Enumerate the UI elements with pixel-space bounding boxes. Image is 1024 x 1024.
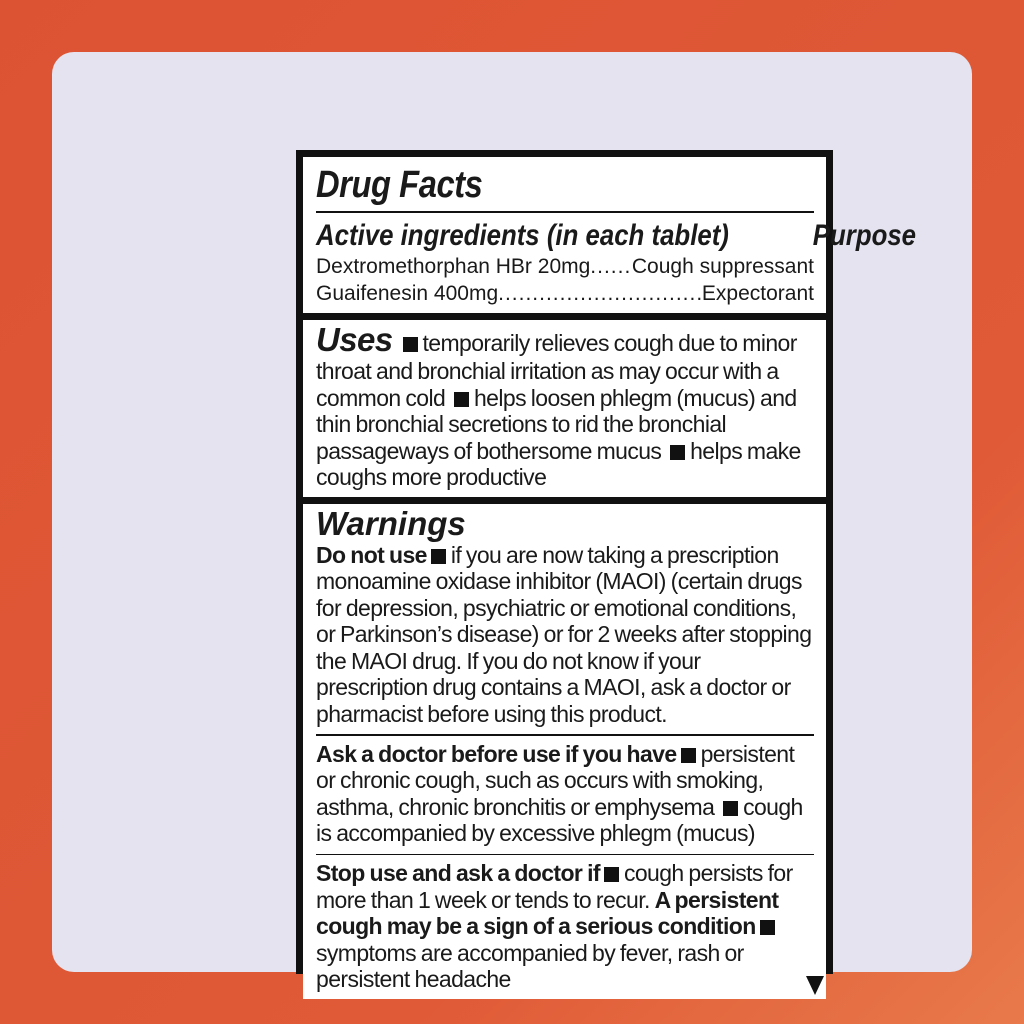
do-not-use-text: if you are now taking a prescription monoamine oxidase inhibitor (MAOI) (certain drugs for depression, psychiatric or emotional conditions, or Parkinson’s disease) or for 2 weeks after stopping the MAOI drug. If you do not know if your prescription drug contains a MAOI, ask a doctor or pharmacist before using this product. xyxy=(316,541,812,727)
bullet-icon xyxy=(431,549,446,564)
do-not-use-heading: Do not use xyxy=(316,541,427,568)
uses-text xyxy=(316,322,814,491)
drug-facts-title: Drug Facts xyxy=(316,164,483,206)
divider xyxy=(316,211,814,213)
uses-item: helps make coughs more productive xyxy=(316,437,801,490)
active-ingredients-header xyxy=(316,219,917,253)
divider xyxy=(316,734,814,736)
continue-down-icon xyxy=(806,976,824,995)
bullet-icon xyxy=(454,392,469,407)
drug-facts-panel xyxy=(303,157,917,313)
bullet-icon xyxy=(681,748,696,763)
ask-doctor-heading: Ask a doctor before use if you have xyxy=(316,740,677,767)
ingredient-purpose: Expectorant xyxy=(701,282,814,305)
bullet-icon xyxy=(403,337,418,352)
bullet-icon xyxy=(670,445,685,460)
ingredient-purpose: Cough suppressant xyxy=(631,255,814,278)
ask-doctor-item: cough is accompanied by excessive phlegm (mucus) xyxy=(316,793,803,846)
serious-condition-note: A persistent cough may be a sign of a serious condition xyxy=(316,886,779,939)
active-ingredients-heading: Active ingredients (in each tablet) xyxy=(316,219,729,252)
stop-use-item: cough persists for more than 1 week or tends to recur. xyxy=(316,860,793,913)
leader-dots xyxy=(498,280,702,307)
uses-panel xyxy=(303,320,826,497)
stop-use-item: symptoms are accompanied by fever, rash or persistent headache xyxy=(316,939,744,992)
ask-doctor-section xyxy=(316,741,814,847)
card-background xyxy=(52,52,972,992)
stop-use-section xyxy=(316,860,814,993)
warnings-panel xyxy=(303,504,826,999)
uses-item: helps loosen phlegm (mucus) and thin bronchial secretions to rid the bronchial passageways of bothersome mucus xyxy=(316,384,797,464)
purpose-heading: Purpose xyxy=(812,219,917,252)
do-not-use-section xyxy=(316,542,814,728)
ask-doctor-item: persistent or chronic cough, such as occurs with smoking, asthma, chronic bronchitis or emphysema xyxy=(316,740,795,820)
ingredient-row xyxy=(316,253,814,280)
bullet-icon xyxy=(760,920,775,935)
ingredient-name: Guaifenesin 400mg xyxy=(316,282,499,305)
ingredient-row xyxy=(316,280,814,307)
uses-title: Uses xyxy=(316,321,393,358)
leader-dots xyxy=(590,253,632,280)
ingredient-name: Dextromethorphan HBr 20mg xyxy=(316,255,591,278)
uses-item: temporarily relieves cough due to minor throat and bronchial irritation as may occur with a common cold xyxy=(316,330,797,411)
stop-use-heading: Stop use and ask a doctor if xyxy=(316,860,600,886)
warnings-title: Warnings xyxy=(316,504,466,542)
bullet-icon xyxy=(723,801,738,816)
drug-facts-label xyxy=(296,150,917,992)
divider xyxy=(316,854,814,856)
bullet-icon xyxy=(604,867,619,882)
